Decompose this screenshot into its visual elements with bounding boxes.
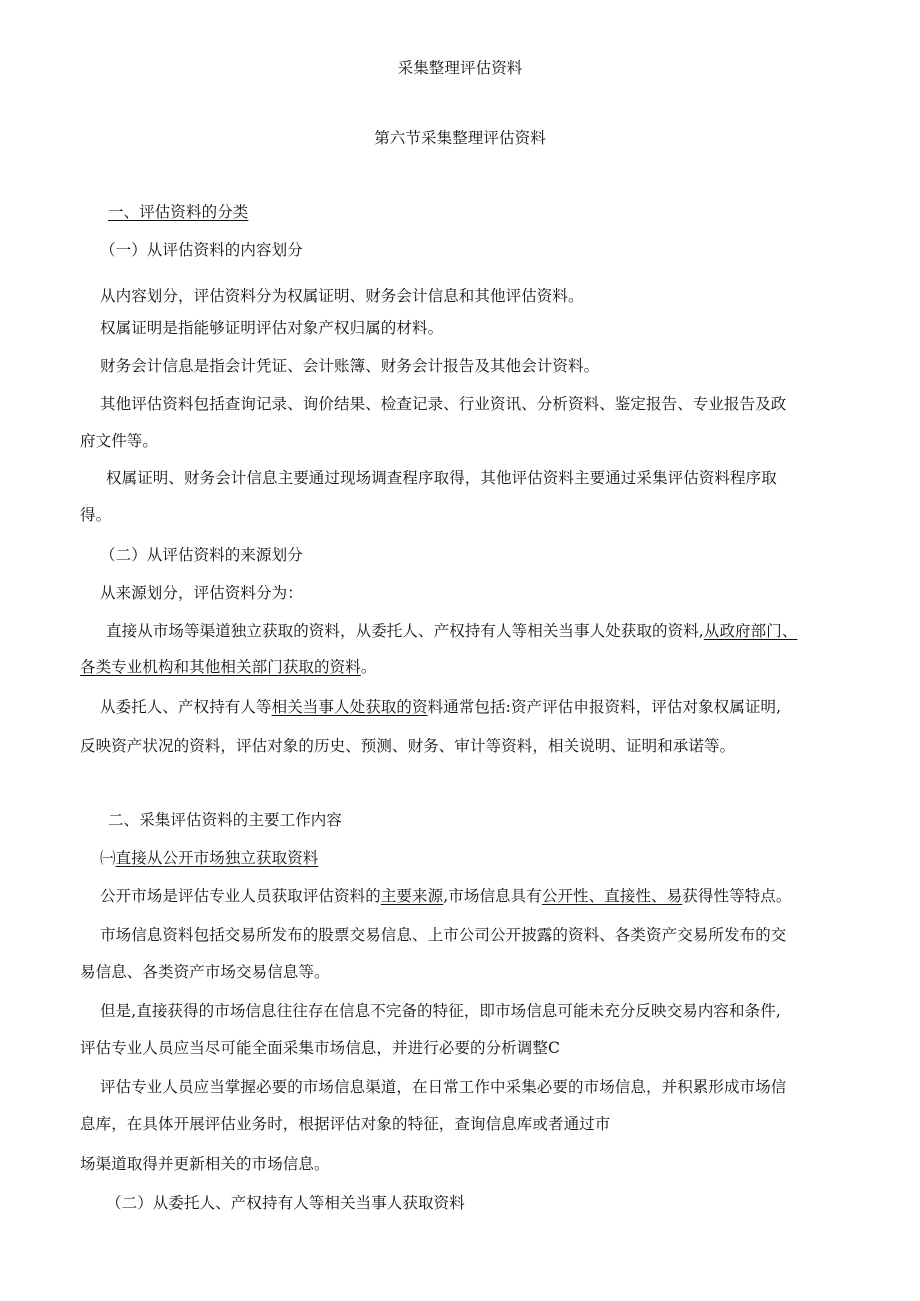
paragraph-market-info-line2: 易信息、各类资产市场交易信息等。	[80, 963, 330, 981]
underlined-text: 从政府部门、	[703, 622, 798, 640]
page-header: 采集整理评估资料	[397, 59, 523, 77]
text-segment: ㈠	[100, 849, 116, 867]
paragraph-acquisition-line1: 权属证明、财务会计信息主要通过现场调查程序取得，其他评估资料主要通过采集评估资料程序取	[106, 469, 777, 487]
heading-main-work: 二、采集评估资料的主要工作内容	[108, 811, 343, 829]
subheading-public-market	[100, 848, 318, 868]
subheading-from-parties: （二）从委托人、产权持有人等相关当事人获取资料	[106, 1194, 465, 1212]
paragraph-acquisition-line2: 得。	[80, 506, 112, 524]
paragraph-other-data-line2: 府文件等。	[80, 432, 159, 450]
text-segment: 公开市场是评估专业人员获取评估资料的	[100, 887, 381, 905]
underlined-text: 公开性、直接性、易	[541, 887, 683, 905]
text-segment: 获得性等特点。	[682, 887, 792, 905]
text-segment: 从委托人、产权持有人等	[100, 698, 272, 716]
text-segment: 直接从市场等渠道独立获取的资料，从委托人、产权持有人等相关当事人处获取的资料,	[106, 622, 704, 640]
section-title: 第六节采集整理评估资料	[374, 129, 546, 147]
paragraph-market-info-line1: 市场信息资料包括交易所发布的股票交易信息、上市公司公开披露的资料、各类资产交易所发布的交	[100, 926, 787, 944]
paragraph-incomplete-info-line1: 但是,直接获得的市场信息往往存在信息不完备的特征，即市场信息可能未充分反映交易内容和条件,	[100, 1002, 781, 1020]
paragraph-info-channels-line1: 评估专业人员应当掌握必要的市场信息渠道，在日常工作中采集必要的市场信息，并积累形成市场信	[100, 1078, 787, 1096]
text-segment: 。	[360, 658, 377, 676]
text-segment: 料通常包括:资产评估申报资料，评估对象权属证明,	[427, 698, 782, 716]
paragraph-financial-info: 财务会计信息是指会计凭证、会计账簿、财务会计报告及其他会计资料。	[100, 357, 600, 375]
paragraph-content-division: 从内容划分，评估资料分为权属证明、财务会计信息和其他评估资料。	[100, 287, 584, 305]
subheading-by-source: （二）从评估资料的来源划分	[100, 546, 303, 564]
paragraph-source-types-line1	[106, 621, 797, 641]
paragraph-source-division: 从来源划分，评估资料分为：	[100, 584, 303, 602]
text-segment: ,市场信息具有	[443, 887, 542, 905]
underlined-text: 主要来源	[380, 887, 444, 905]
paragraph-party-data-line1	[100, 697, 781, 717]
paragraph-source-types-line2	[80, 657, 376, 677]
paragraph-ownership-proof: 权属证明是指能够证明评估对象产权归属的材料。	[100, 319, 444, 337]
paragraph-other-data-line1: 其他评估资料包括查询记录、询价结果、检查记录、行业资讯、分析资料、鉴定报告、专业报告及政	[100, 395, 787, 413]
underlined-text: 各类专业机构和其他相关部门获取的资料	[80, 658, 361, 676]
underlined-text: 相关当事人处获取的资	[271, 698, 428, 716]
paragraph-party-data-line2: 反映资产状况的资料，评估对象的历史、预测、财务、审计等资料，相关说明、证明和承诺等。	[80, 737, 736, 755]
subheading-by-content: （一）从评估资料的内容划分	[100, 241, 303, 259]
paragraph-info-channels-line2: 息库，在具体开展评估业务时，根据评估对象的特征，查询信息库或者通过市	[80, 1115, 611, 1133]
paragraph-incomplete-info-line2: 评估专业人员应当尽可能全面采集市场信息，并进行必要的分析调整C	[80, 1039, 560, 1057]
paragraph-public-market	[100, 886, 791, 906]
heading-classification: 一、评估资料的分类	[108, 203, 249, 221]
paragraph-info-channels-line3: 场渠道取得并更新相关的市场信息。	[80, 1155, 330, 1173]
underlined-text: 直接从公开市场独立获取资料	[115, 849, 319, 867]
